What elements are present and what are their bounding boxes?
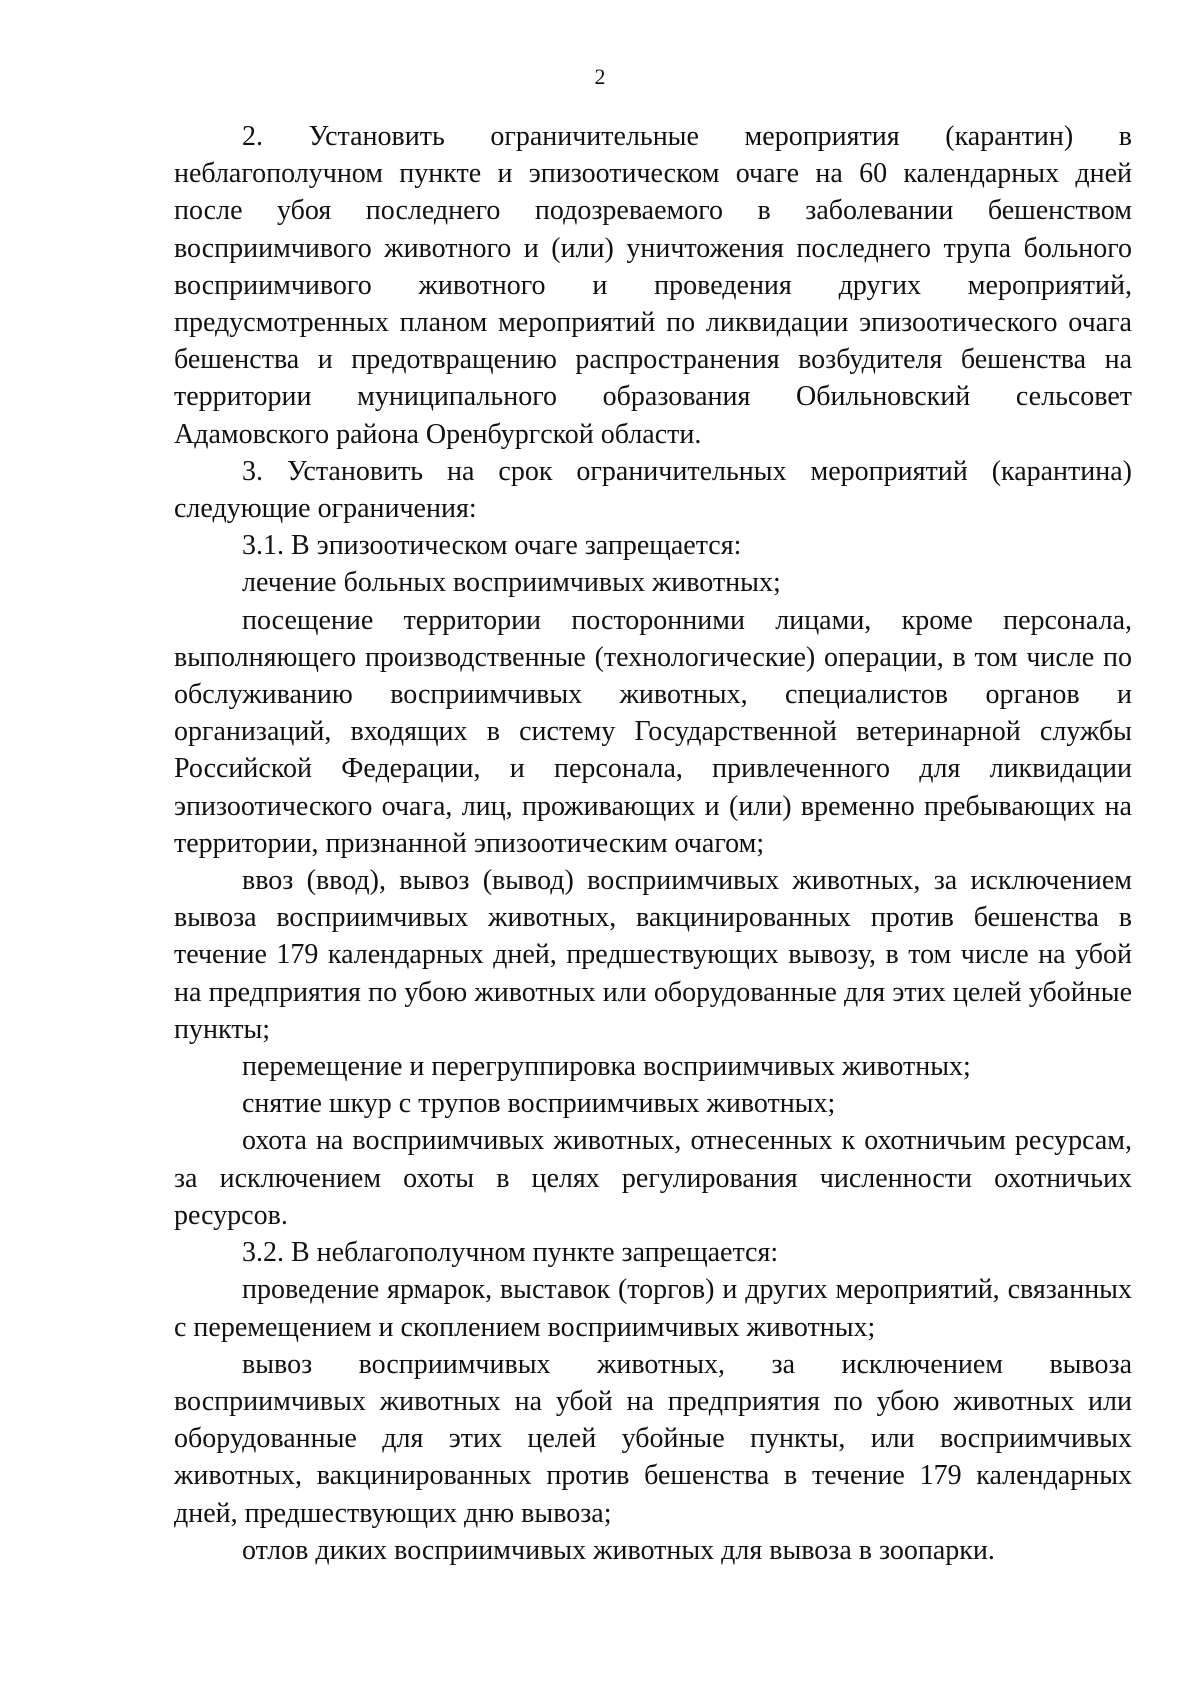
document-body <box>174 118 1132 1569</box>
paragraph-fairs-ban: проведение ярмарок, выставок (торгов) и других мероприятий, связанных с перемещением и скоплением восприимчивых животных; <box>174 1274 1132 1343</box>
page-number: 2 <box>594 64 606 89</box>
paragraph-focus-heading: 3.1. В эпизоотическом очаге запрещается: <box>242 530 742 562</box>
paragraph-export-ban: вывоз восприимчивых животных, за исключением вывоза восприимчивых животных на убой на предприятия по убою животных или оборудованные для этих целей убойные пункты, или восприимчивых животных, вакцинированных против бешенства в течение 179 календарных дней, предшествующих дню вывоза; <box>174 1348 1132 1529</box>
paragraph-unfavorable-point-heading: 3.2. В неблагополучном пункте запрещается: <box>242 1237 779 1269</box>
paragraph-import-export-ban: ввоз (ввод), вывоз (вывод) восприимчивых животных, за исключением вывоза восприимчивых животных, вакцинированных против бешенства в течение 179 календарных дней, предшествующих вывозу, в том числе на убой на предприятия по убою животных или оборудованные для этих целей убойные пункты; <box>174 865 1132 1045</box>
paragraph-regrouping-ban: перемещение и перегруппировка восприимчивых животных; <box>242 1051 971 1083</box>
paragraph-quarantine-establishment: 2. Установить ограничительные мероприятия (карантин) в неблагополучном пункте и эпизоотическом очаге на 60 календарных дней после убоя последнего подозреваемого в заболевании бешенством восприимчивого животного и (или) уничтожения последнего трупа больного восприимчивого животного и проведения других мероприятий, предусмотренных планом мероприятий по ликвидации эпизоотического очага бешенства и предотвращению распространения возбудителя бешенства на территории муниципального образования Обильновский сельсовет Адамовского района Оренбургской области. <box>174 121 1132 450</box>
paragraph-hunting-ban: охота на восприимчивых животных, отнесенных к охотничьим ресурсам, за исключением охоты в целях регулирования численности охотничьих ресурсов. <box>174 1125 1132 1231</box>
paragraph-treatment-ban: лечение больных восприимчивых животных; <box>242 567 781 599</box>
paragraph-trapping-ban: отлов диких восприимчивых животных для вывоза в зоопарки. <box>242 1534 995 1566</box>
paragraph-visit-ban: посещение территории посторонними лицами, кроме персонала, выполняющего производственные (технологические) операции, в том числе по обслуживанию восприимчивых животных, специалистов органов и организаций, входящих в систему Государственной ветеринарной службы Российской Федерации, и персонала, привлеченного для ликвидации эпизоотического очага, лиц, проживающих и (или) временно пребывающих на территории, признанной эпизоотическим очагом; <box>174 604 1132 859</box>
paragraph-restrictions-intro: 3. Установить на срок ограничительных мероприятий (карантина) следующие ограничения: <box>174 455 1132 525</box>
paragraph-skinning-ban: снятие шкур с трупов восприимчивых животных; <box>242 1088 836 1120</box>
